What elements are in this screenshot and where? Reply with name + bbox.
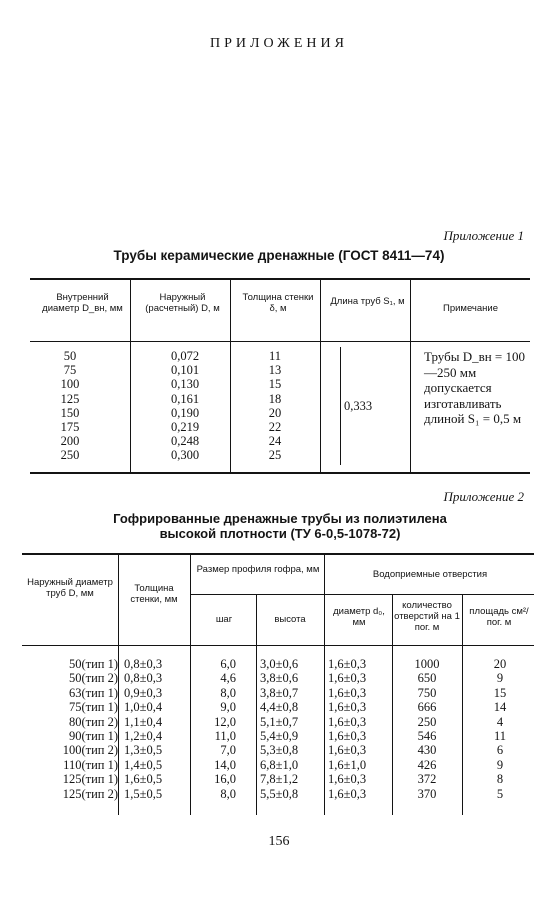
table-1-brace [340, 347, 341, 465]
table-2-header-hole-area: площадь см²/пог. м [469, 606, 529, 628]
page-header: ПРИЛОЖЕНИЯ [210, 36, 348, 51]
table-2-header-step: шаг [215, 614, 233, 625]
table-1-length-value: 0,333 [344, 399, 373, 413]
table-2-divider [118, 553, 119, 815]
table-2-divider [392, 594, 393, 815]
table-2-header-rule [22, 645, 534, 646]
table-2-hole-area-column: 20 9 15 14 4 11 6 9 8 5 [493, 657, 507, 801]
appendix-1-label: Приложение 1 [443, 228, 524, 243]
appendix-2-label: Приложение 2 [443, 489, 524, 504]
table-2-header-outer-diameter: Наружный диаметр труб D, мм [27, 577, 113, 599]
table-2-step-column: 6,0 4,6 8,0 9,0 12,0 11,0 7,0 14,0 16,0 8,0 [214, 657, 236, 801]
table-1-header-wall: Толщина стенки δ, м [242, 292, 314, 314]
table-2-divider [256, 594, 257, 815]
table-1-bottom-rule [30, 472, 530, 474]
table-2-holes-subrule [324, 594, 534, 595]
table-1-header-note: Примечание [443, 303, 498, 314]
page-number: 156 [268, 834, 290, 849]
table-1-divider [130, 278, 131, 472]
table-1-header-length: Длина труб S₁, м [330, 296, 405, 307]
table-2-hole-count-column: 1000 650 750 666 250 546 430 426 372 370 [414, 657, 440, 801]
appendix-1-title: Трубы керамические дренажные (ГОСТ 8411—74) [113, 248, 445, 263]
table-1-divider [320, 278, 321, 472]
table-1-inner-diameter-column: 50 75 100 125 150 175 200 250 [60, 349, 80, 463]
table-2-header-profile: Размер профиля гофра, мм [196, 564, 320, 575]
table-2-top-rule [22, 553, 534, 555]
table-2-hole-diameter-column: 1,6±0,3 1,6±0,3 1,6±0,3 1,6±0,3 1,6±0,3 1,6±0,3 1,6±0,3 1,6±1,0 1,6±0,3 1,6±0,3 [328, 657, 367, 801]
table-1-top-rule [30, 278, 530, 280]
table-1-wall-column: 11 13 15 18 20 22 24 25 [268, 349, 282, 463]
table-2-header-holes: Водоприемные отверстия [372, 569, 488, 580]
table-1-divider [410, 278, 411, 472]
table-2-divider [324, 553, 325, 815]
table-2-header-hole-diameter: диаметр d₀, мм [333, 606, 385, 628]
table-2-divider [462, 594, 463, 815]
table-2-profile-subrule [190, 594, 324, 595]
appendix-2-title: Гофрированные дренажные трубы из полиэтилена высокой плотности (ТУ 6-0,5-1078-72) [113, 511, 447, 541]
table-1-outer-diameter-column: 0,072 0,101 0,130 0,161 0,190 0,219 0,248 0,300 [170, 349, 200, 463]
table-1-note-text: Трубы D_вн = 100—250 мм допускается изготавливать длиной S₁ = 0,5 м [424, 349, 526, 426]
table-2-wall-column: 0,8±0,3 0,8±0,3 0,9±0,3 1,0±0,4 1,1±0,4 1,2±0,4 1,3±0,5 1,4±0,5 1,6±0,5 1,5±0,5 [124, 657, 163, 801]
table-1-header-inner-diameter: Внутренний диаметр D_вн, мм [42, 292, 123, 314]
table-2-outer-diameter-column: 50(тип 1) 50(тип 2) 63(тип 1) 75(тип 1) 80(тип 2) 90(тип 1) 100(тип 2) 110(тип 1) 125(тип 1) 125(тип 2) [62, 657, 118, 801]
table-2-header-hole-count: количество отверстий на 1 пог. м [394, 600, 460, 633]
table-2-header-height: высота [274, 614, 306, 625]
table-1-header-outer-diameter: Наружный (расчетный) D, м [145, 292, 220, 314]
table-1-header-rule [30, 341, 530, 342]
table-2-height-column: 3,0±0,6 3,8±0,6 3,8±0,7 4,4±0,8 5,1±0,7 5,4±0,9 5,3±0,8 6,8±1,0 7,8±1,2 5,5±0,8 [260, 657, 299, 801]
table-2-header-wall: Толщина стенки, мм [130, 583, 178, 605]
table-1-divider [230, 278, 231, 472]
